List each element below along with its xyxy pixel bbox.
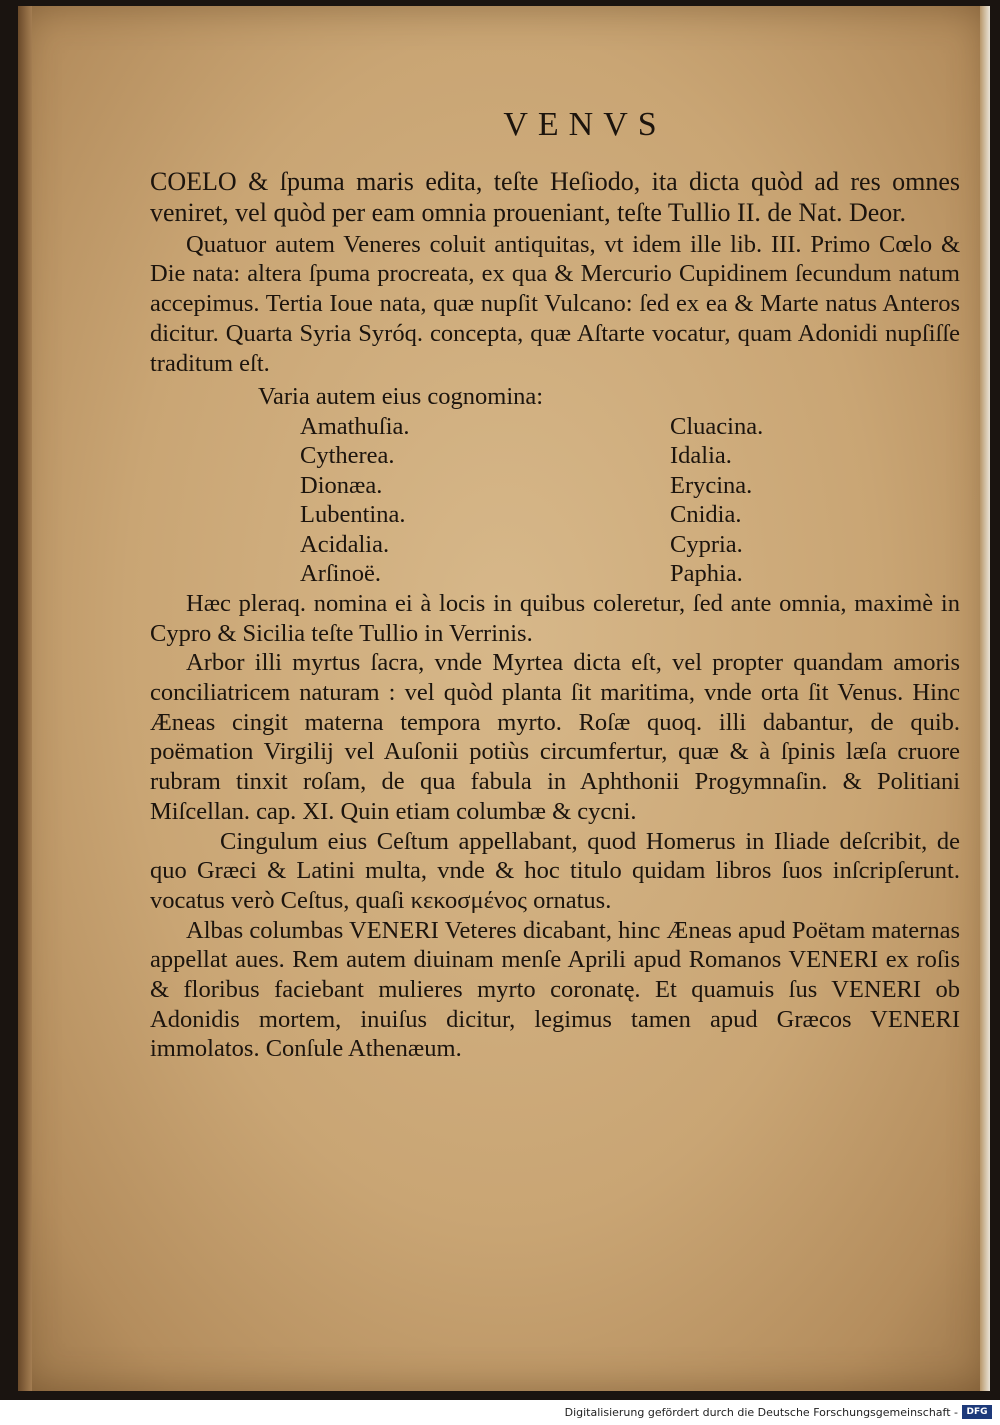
names-list — [300, 412, 960, 589]
name-right-3: Erycina. — [670, 471, 753, 499]
dfg-logo: DFG — [962, 1405, 992, 1419]
name-left-6: Arſinoë. — [300, 560, 381, 588]
name-left-5: Acidalia. — [300, 530, 390, 558]
names-intro: Varia autem eius cognomina: — [258, 383, 544, 411]
name-left-2: Cytherea. — [300, 442, 395, 470]
name-right-6: Paphia. — [670, 560, 743, 588]
paragraph-2: Quatuor autem Veneres coluit antiquitas, vt idem ille lib. III. Primo Cœlo & Die nata: altera ſpuma procreata, ex qua & Mercurio Cupidinem ſecundum natum accepimus. Tertia Ioue nata, quæ nupſit Vulcano: ſed ex ea & Marte natus Anteros dicitur. Quarta Syria Syróq. concepta, quæ Aſtarte vocatur, quam Adonidi nupſiſſe traditum eſt. — [150, 230, 960, 377]
funding-credit: Digitalisierung gefördert durch die Deutsche Forschungsgemeinschaft - — [564, 1406, 958, 1419]
name-right-5: Cypria. — [670, 530, 743, 558]
paragraph-3: Hæc pleraq. nomina ei à locis in quibus coleretur, ſed ante omnia, maximè in Cypro & Sicilia teſte Tullio in Verrinis. — [150, 589, 960, 647]
running-head: VENVS — [503, 106, 667, 143]
name-left-4: Lubentina. — [300, 501, 406, 529]
book-spine — [18, 6, 32, 1391]
name-right-2: Idalia. — [670, 442, 732, 470]
page-edge — [980, 6, 990, 1391]
name-right-1: Cluacina. — [670, 412, 764, 440]
paragraph-5: Cingulum eius Ceſtum appellabant, quod Homerus in Iliade deſcribit, de quo Græci & Latini multa, vnde & hoc titulo quidam libros ſuos inſcripſerunt. vocatus verò Ceſtus, quaſi κεκοσμένος ornatus. — [150, 827, 960, 914]
paragraph-6: Albas columbas VENERI Veteres dicabant, hinc Æneas apud Poëtam maternas appellat aues. Rem autem diuinam menſe Aprili apud Romanos VENERI ex roſis & floribus faciebant mulieres myrto coronatę. Et quamuis ſus VENERI ob Adonidis mortem, inuiſus dicitur, legimus tamen apud Græcos VENERI immolatos. Conſule Athenæum. — [150, 916, 960, 1063]
footer-bar — [0, 1400, 1000, 1425]
page-text — [150, 106, 960, 1064]
name-right-4: Cnidia. — [670, 501, 742, 529]
name-left-1: Amathuſia. — [300, 412, 410, 440]
paragraph-1: COELO & ſpuma maris edita, teſte Heſiodo, ita dicta quòd ad res omnes veniret, vel quòd per eam omnia proueniant, teſte Tullio II. de Nat. Deor. — [150, 166, 960, 227]
name-left-3: Dionæa. — [300, 471, 383, 499]
paragraph-4: Arbor illi myrtus ſacra, vnde Myrtea dicta eſt, vel propter quandam amoris conciliatricem naturam : vel quòd planta ſit maritima, vnde orta ſit Venus. Hinc Æneas cingit materna tempora myrto. Roſæ quoq. illi dabantur, de quib. poëmation Virgilij vel Auſonii potiùs circumfertur, quæ & à ſpinis læſa cruore rubram tinxit roſam, de qua fabula in Aphthonii Progymnaſin. & Politiani Miſcellan. cap. XI. Quin etiam columbæ & cycni. — [150, 649, 960, 825]
